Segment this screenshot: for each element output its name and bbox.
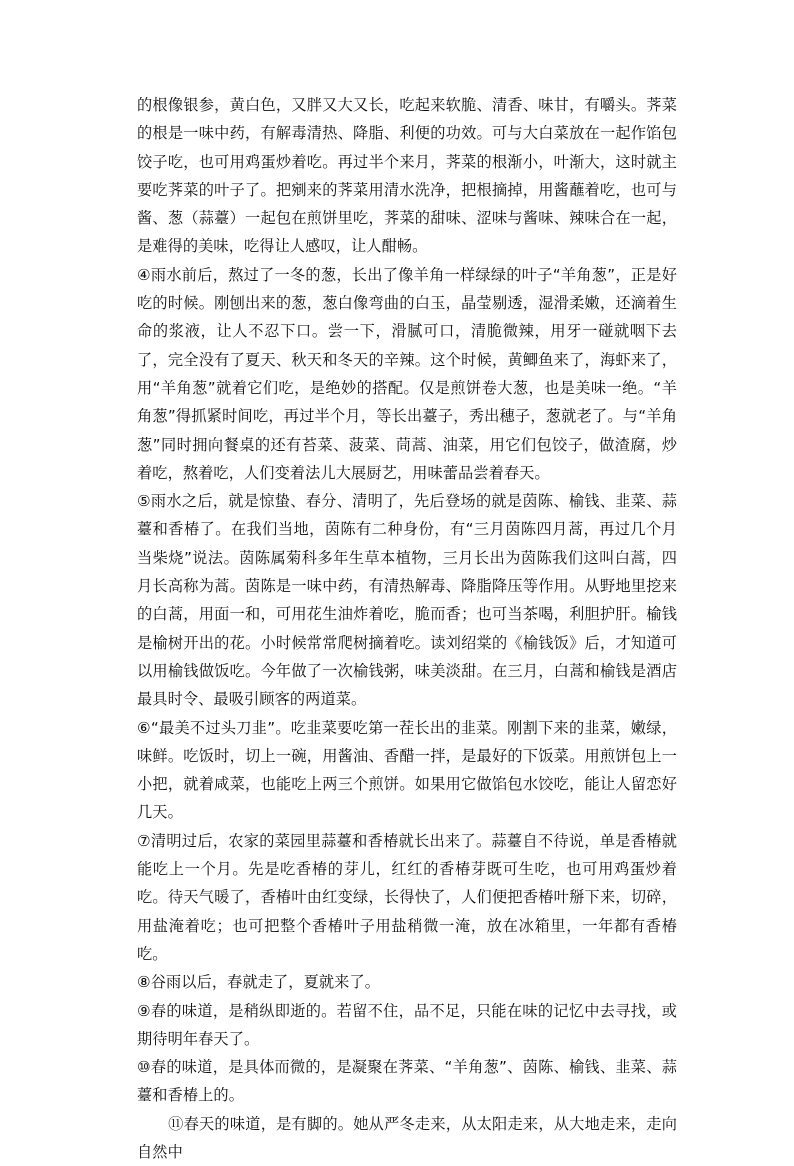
paragraph-10-concrete-taste: ⑩春的味道，是具体而微的，是凝聚在荠菜、“羊角葱”、茵陈、榆钱、韭菜、蒜薹和香椿上的。	[137, 1058, 677, 1105]
paragraph-11-taste-has-feet: ⑪春天的味道，是有脚的。她从严冬走来，从太阳走来，从大地走来，走向自然中	[137, 1114, 677, 1161]
paragraph-8-grain-rain: ⑧谷雨以后，春就走了，夏就来了。	[137, 973, 381, 992]
paragraph-9-fleeting-taste: ⑨春的味道，是稍纵即逝的。若留不住，品不足，只能在味的记忆中去寻找，或期待明年春天了。	[137, 1001, 677, 1048]
paragraph-7-toon-garlic-sprouts: ⑦清明过后，农家的菜园里蒜薹和香椿就长出来了。蒜薹自不待说，单是香椿就能吃上一个月。先是吃香椿的芽儿，红红的香椿芽既可生吃，也可用鸡蛋炒着吃。待天气暖了，香椿叶由红变绿，长得快了，人们便把香椿叶掰下来，切碎，用盐淹着吃；也可把整个香椿叶子用盐稍微一淹，放在冰箱里，一年都有香椿吃。	[137, 831, 677, 963]
document-page	[137, 91, 677, 1166]
paragraph-4-goat-horn-scallion: ④雨水前后，熬过了一冬的葱，长出了像羊角一样绿绿的叶子“羊角葱”，正是好吃的时候。刚刨出来的葱，葱白像弯曲的白玉，晶莹剔透，湿滑柔嫩，还滴着生命的浆液，让人不忍下口。尝一下，滑腻可口，清脆微辣，用牙一碰就咽下去了，完全没有了夏天、秋天和冬天的辛辣。这个时候，黄鲫鱼来了，海虾来了，用“羊角葱”就着它们吃，是绝妙的搭配。仅是煎饼卷大葱，也是美味一绝。“羊角葱”得抓紧时间吃，再过半个月，等长出薹子，秀出穗子，葱就老了。与“羊角葱”同时拥向餐桌的还有苔菜、菠菜、茼蒿、油菜，用它们包饺子，做渣腐，炒着吃，熬着吃，人们变着法儿大展厨艺，用味蕾品尝着春天。	[137, 265, 677, 482]
paragraph-shepherds-purse-root: 的根像银参，黄白色，又胖又大又长，吃起来软脆、清香、味甘，有嚼头。荠菜的根是一味中药，有解毒清热、降脂、利便的功效。可与大白菜放在一起作馅包饺子吃，也可用鸡蛋炒着吃。再过半个来月，荠菜的根渐小，叶渐大，这时就主要吃荠菜的叶子了。把剜来的荠菜用清水洗净，把根摘掉，用酱蘸着吃，也可与酱、葱（蒜薹）一起包在煎饼里吃，荠菜的甜味、涩味与酱味、辣味合在一起，是难得的美味，吃得让人感叹，让人酣畅。	[137, 96, 677, 256]
paragraph-5-yinchen-elm-seeds: ⑤雨水之后，就是惊蛰、春分、清明了，先后登场的就是茵陈、榆钱、韭菜、蒜薹和香椿了。在我们当地，茵陈有二种身份，有“三月茵陈四月蒿，再过几个月当柴烧”说法。茵陈属菊科多年生草本植物，三月长出为茵陈我们这叫白蒿，四月长高称为蒿。茵陈是一味中药，有清热解毒、降脂降压等作用。从野地里挖来的白蒿，用面一和，可用花生油炸着吃，脆而香；也可当茶喝，利胆护肝。榆钱是榆树开出的花。小时候常常爬树摘着吃。读刘绍棠的《榆钱饭》后，才知道可以用榆钱做饭吃。今年做了一次榆钱粥，味美淡甜。在三月，白蒿和榆钱是酒店最具时令、最吸引顾客的两道菜。	[137, 492, 677, 709]
paragraph-6-chives: ⑥“最美不过头刀韭”。吃韭菜要吃第一茬长出的韭菜。刚割下来的韭菜，嫩绿，味鲜。吃饭时，切上一碗，用酱油、香醋一拌，是最好的下饭菜。用煎饼包上一小把，就着咸菜，也能吃上两三个煎饼。如果用它做馅包水饺吃，能让人留恋好几天。	[137, 718, 677, 822]
